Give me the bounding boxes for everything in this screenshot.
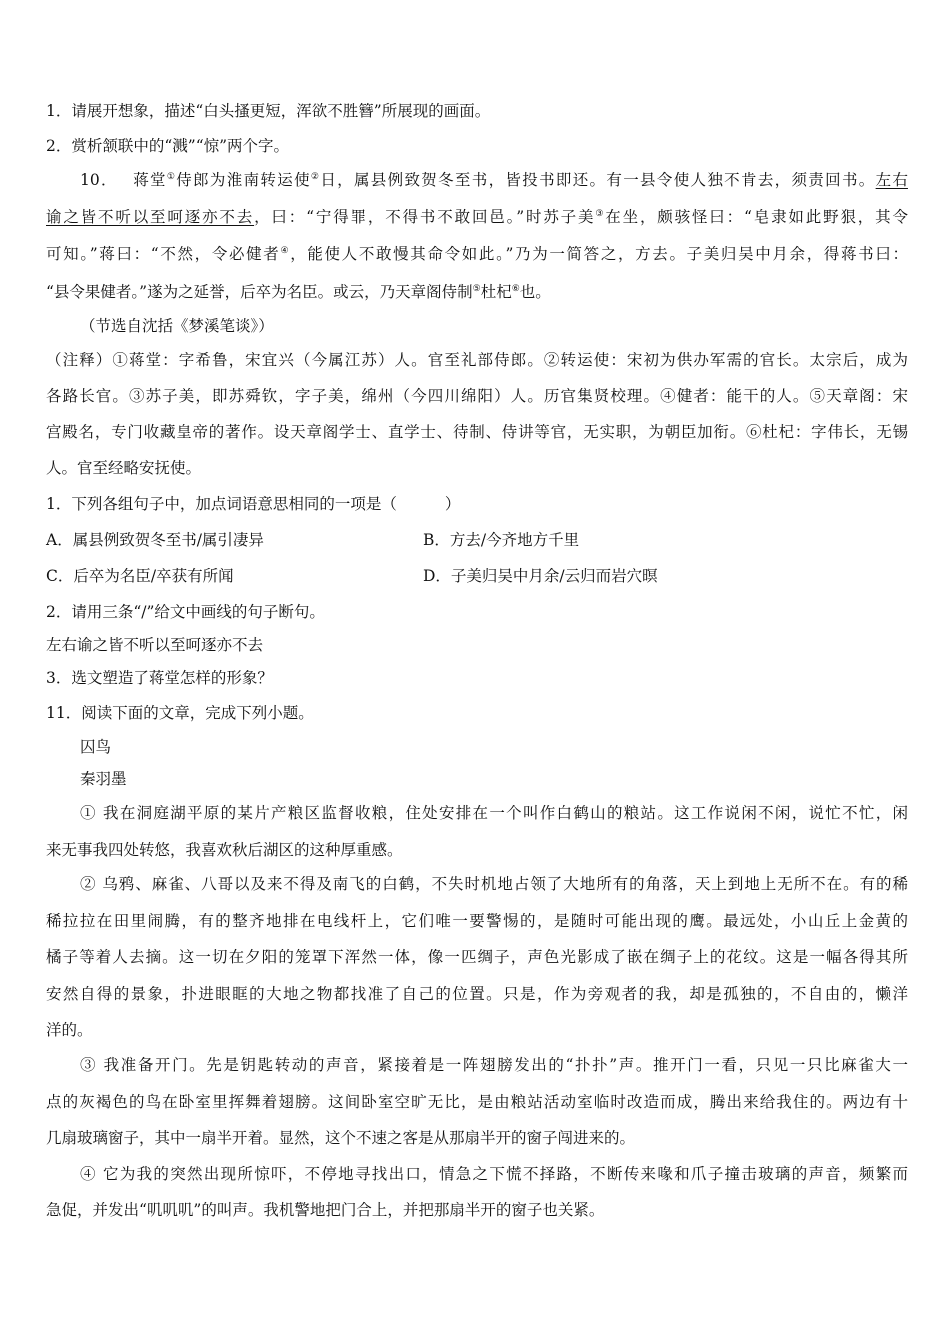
q10-question-2-sentence: 左右谕之皆不听以至呵逐亦不去 [46, 636, 264, 654]
option-c: C．后卒为名臣/卒获有所闻 [46, 567, 234, 585]
article-para-3-line-3: 几扇玻璃窗子，其中一扇半开着。显然，这个不速之客是从那扇半开的窗子闯进来的。 [46, 1129, 636, 1147]
underlined-sentence-part-2: 谕之皆不听以至呵逐亦不去 [46, 208, 255, 226]
underlined-sentence-part-1: 左右 [875, 171, 908, 189]
q10-passage-line-4: “县令果健者。”遂为之延誉，后卒为名臣。或云，乃天章阁侍制⑤杜杞⑥也。 [46, 283, 551, 301]
q10-question-1: 1．下列各组句子中，加点词语意思相同的一项是（ ） [46, 495, 461, 513]
question-9-1: 1．请展开想象，描述“白头搔更短，浑欲不胜簪”所展现的画面。 [46, 102, 491, 120]
article-para-1-line-1: ① 我在洞庭湖平原的某片产粮区监督收粮，住处安排在一个叫作白鹤山的粮站。这工作说闲不闲，说忙不忙，闲 [80, 804, 908, 822]
article-para-4-line-1: ④ 它为我的突然出现所惊吓，不停地寻找出口，情急之下慌不择路，不断传来喙和爪子撞击玻璃的声音，频繁而 [80, 1165, 908, 1183]
q10-question-2: 2．请用三条“/”给文中画线的句子断句。 [46, 603, 325, 621]
q10-note-line-3: 宫殿名，专门收藏皇帝的著作。设天章阁学士、直学士、待制、侍讲等官，无实职，为朝臣加衔。⑥杜杞：字伟长，无锡 [46, 423, 908, 441]
article-para-3-line-2: 点的灰褐色的鸟在卧室里挥舞着翅膀。这间卧室空旷无比，是由粮站活动室临时改造而成，腾出来给我住的。两边有十 [46, 1093, 908, 1111]
q10-passage-line-2: 谕之皆不听以至呵逐亦不去，曰：“宁得罪，不得书不敢回邑。”时苏子美③在坐，颇骇怪曰：“皂隶如此野狠，其令 [46, 208, 908, 226]
article-title: 囚鸟 [80, 738, 112, 756]
article-para-3-line-1: ③ 我准备开门。先是钥匙转动的声音，紧接着是一阵翅膀发出的“扑扑”声。推开门一看，只见一只比麻雀大一 [80, 1056, 908, 1074]
q10-note-line-2: 各路长官。③苏子美，即苏舜钦，字子美，绵州（今四川绵阳）人。历官集贤校理。④健者：能干的人。⑤天章阁：宋 [46, 387, 908, 405]
article-para-2-line-2: 稀拉拉在田里闹腾，有的整齐地排在电线杆上，它们唯一要警惕的，是随时可能出现的鹰。最远处，小山丘上金黄的 [46, 912, 908, 930]
option-b: B．方去/今齐地方千里 [423, 531, 580, 549]
q10-source: （节选自沈括《梦溪笔谈》） [80, 317, 274, 335]
article-para-4-line-2: 急促，并发出“叽叽叽”的叫声。我机警地把门合上，并把那扇半开的窗子也关紧。 [46, 1201, 605, 1219]
article-para-2-line-5: 洋的。 [46, 1021, 93, 1039]
q10-note-line-4: 人。官至经略安抚使。 [46, 459, 202, 477]
article-para-2-line-1: ② 乌鸦、麻雀、八哥以及来不得及南飞的白鹤，不失时机地占领了大地所有的角落，天上到地上无所不在。有的稀 [80, 875, 908, 893]
article-para-1-line-2: 来无事我四处转悠，我喜欢秋后湖区的这种厚重感。 [46, 841, 403, 859]
q10-question-3: 3．选文塑造了蒋堂怎样的形象？ [46, 669, 273, 687]
q10-options-row-2 [46, 564, 908, 588]
article-author: 秦羽墨 [80, 770, 127, 788]
q10-options-row-1 [46, 528, 908, 552]
article-para-2-line-3: 橘子等着人去摘。这一切在夕阳的笼罩下浑然一体，像一匹绸子，声色光影成了嵌在绸子上的花纹。这是一幅各得其所 [46, 948, 908, 966]
question-9-2: 2．赏析颔联中的“溅”“惊”两个字。 [46, 137, 290, 155]
q10-passage-line-3: 可知。”蒋曰：“不然，令必健者④，能使人不敢慢其命令如此。”乃为一简答之，方去。子美归吴中月余，得蒋书曰： [46, 245, 908, 263]
q10-passage-line-1: 10． 蒋堂①侍郎为淮南转运使②日，属县例致贺冬至书，皆投书即还。有一县令使人独不肯去，须责回书。左右 [80, 171, 908, 189]
article-para-2-line-4: 安然自得的景象，扑进眼眶的大地之物都找准了自己的位置。只是，作为旁观者的我，却是孤独的，不自由的，懒洋 [46, 985, 908, 1003]
q10-note-line-1: （注释）①蒋堂：字希鲁，宋宜兴（今属江苏）人。官至礼部侍郎。②转运使：宋初为供办军需的官长。太宗后，成为 [46, 351, 908, 369]
option-a: A．属县例致贺冬至书/属引凄异 [46, 531, 264, 549]
option-d: D．子美归吴中月余/云归而岩穴暝 [423, 567, 658, 585]
q11-intro: 11．阅读下面的文章，完成下列小题。 [46, 704, 314, 722]
